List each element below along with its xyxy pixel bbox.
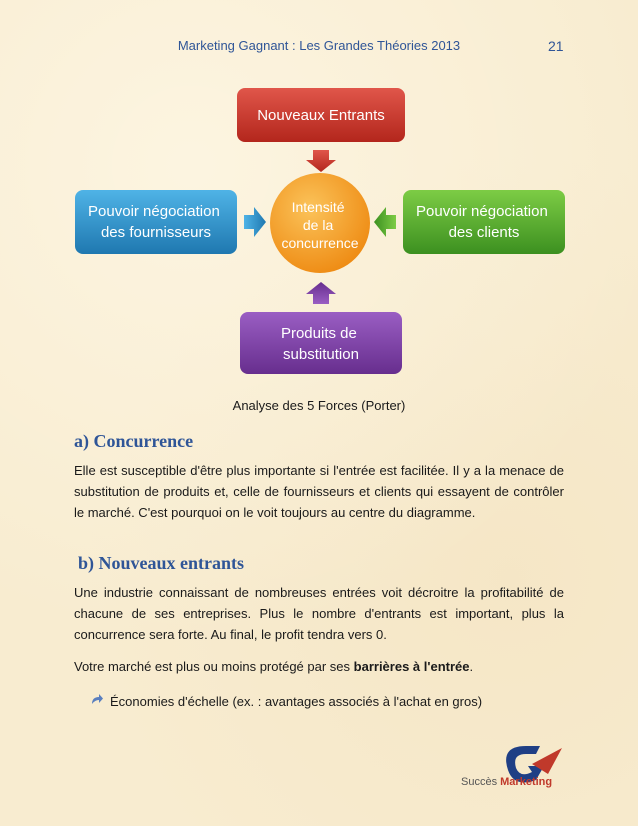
box-bottom [240, 312, 402, 374]
box-right-label: Pouvoir négociation des clients [416, 203, 548, 241]
arrow-bottom [306, 282, 336, 304]
center-label: Intensité de la concurrence [281, 199, 359, 251]
logo-text-regular: Succès [461, 776, 501, 788]
box-top-label: Nouveaux Entrants [257, 107, 385, 124]
bullet-item [90, 691, 482, 712]
porter-five-forces-diagram [0, 0, 638, 400]
logo-text-bold: Marketing [500, 776, 553, 788]
paragraph-concurrence: Elle est susceptible d'être plus importante si l'entrée est facilitée. Il y a la menace de substitution de produits et, celle de fournisseurs et clients qui essayent de contrôler le marché. C'est pourquoi on le voit toujours au centre du diagramme. [74, 463, 564, 520]
logo-text [461, 776, 552, 788]
arrow-left [244, 207, 266, 237]
curved-arrow-bullet-icon [90, 691, 110, 712]
diagram-caption: Analyse des 5 Forces (Porter) [232, 398, 406, 413]
header-title: Marketing Gagnant : Les Grandes Théories 2013 [177, 38, 461, 53]
arrow-right [374, 207, 396, 237]
barrier-bold: barrières à l'entrée [353, 659, 470, 674]
section-heading-concurrence: a) Concurrence [74, 431, 194, 451]
barrier-prefix: Votre marché est plus ou moins protégé par ses [74, 659, 354, 674]
paragraph-nouveaux-entrants: Une industrie connaissant de nombreuses entrées voit décroitre la profitabilité de chacune de ses entreprises. Plus le nombre d'entrants est important, plus la concurrence sera forte. Au final, le profit tendra vers 0. [74, 585, 564, 642]
box-left-label: Pouvoir négociation des fournisseurs [88, 203, 220, 241]
box-right [403, 190, 565, 254]
box-left [75, 190, 237, 254]
box-bottom-label: Produits de substitution [280, 325, 359, 363]
arrow-top [306, 150, 336, 172]
bullet-text: Économies d'échelle (ex. : avantages associés à l'achat en gros) [110, 694, 483, 709]
paragraph-barrieres [74, 656, 564, 677]
barrier-suffix: . [469, 659, 474, 674]
section-heading-nouveaux-entrants: b) Nouveaux entrants [78, 553, 245, 573]
page-number: 21 [548, 38, 564, 54]
